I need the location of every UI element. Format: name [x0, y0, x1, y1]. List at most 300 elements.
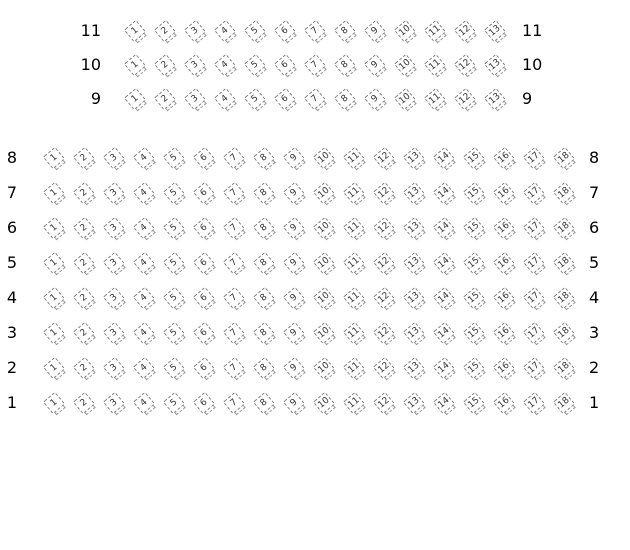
seat[interactable] [283, 322, 306, 345]
seat[interactable] [223, 182, 246, 205]
seat-number: 15 [466, 220, 482, 236]
seat[interactable] [493, 182, 516, 205]
seat[interactable] [73, 252, 96, 275]
row-label-left: 3 [6, 323, 17, 342]
seat-number: 8 [258, 292, 270, 304]
seat-number: 7 [228, 397, 240, 409]
row-label-right: 2 [589, 358, 600, 377]
seat-number: 7 [309, 25, 321, 37]
seat-number: 13 [406, 255, 422, 271]
seat[interactable] [214, 20, 237, 43]
seat[interactable] [343, 357, 366, 380]
seat-number: 15 [466, 290, 482, 306]
seat[interactable] [403, 357, 426, 380]
row-label-right: 8 [589, 148, 600, 167]
seat[interactable] [124, 20, 147, 43]
seat[interactable] [463, 357, 486, 380]
seat[interactable] [484, 54, 507, 77]
seat[interactable] [553, 252, 576, 275]
seat[interactable] [184, 20, 207, 43]
seat[interactable] [274, 20, 297, 43]
seat[interactable] [463, 322, 486, 345]
seat-number: 6 [198, 222, 210, 234]
seat-number: 13 [406, 325, 422, 341]
seat-number: 4 [219, 25, 231, 37]
seat-number: 11 [346, 325, 362, 341]
seat-number: 12 [376, 360, 392, 376]
seat[interactable] [193, 322, 216, 345]
seat[interactable] [373, 322, 396, 345]
seat-number: 9 [369, 93, 381, 105]
seat-number: 11 [346, 220, 362, 236]
seat[interactable] [133, 252, 156, 275]
seat-number: 7 [228, 362, 240, 374]
seat[interactable] [193, 217, 216, 240]
seat-number: 12 [376, 255, 392, 271]
seat[interactable] [214, 88, 237, 111]
seat[interactable] [304, 54, 327, 77]
seat-number: 10 [316, 150, 332, 166]
seat-number: 9 [369, 25, 381, 37]
seat[interactable] [373, 357, 396, 380]
seat[interactable] [394, 20, 417, 43]
seat[interactable] [403, 182, 426, 205]
seat-number: 9 [288, 397, 300, 409]
seat[interactable] [223, 392, 246, 415]
seat-number: 5 [168, 397, 180, 409]
seat-number: 14 [436, 220, 452, 236]
seat[interactable] [313, 287, 336, 310]
seat[interactable] [283, 357, 306, 380]
seat-number: 2 [159, 93, 171, 105]
seat[interactable] [253, 392, 276, 415]
seat-number: 7 [228, 187, 240, 199]
seat-number: 5 [168, 362, 180, 374]
seat[interactable] [313, 357, 336, 380]
seat[interactable] [403, 392, 426, 415]
seat[interactable] [553, 182, 576, 205]
seat[interactable] [343, 252, 366, 275]
seat-number: 7 [228, 292, 240, 304]
seat[interactable] [103, 217, 126, 240]
seat[interactable] [463, 392, 486, 415]
seat-number: 13 [406, 185, 422, 201]
seat[interactable] [463, 252, 486, 275]
seat[interactable] [454, 20, 477, 43]
seat[interactable] [403, 217, 426, 240]
seat[interactable] [553, 147, 576, 170]
seat[interactable] [193, 182, 216, 205]
seat[interactable] [493, 322, 516, 345]
seat[interactable] [403, 147, 426, 170]
seat[interactable] [334, 88, 357, 111]
seat-number: 17 [526, 395, 542, 411]
seat-number: 11 [346, 185, 362, 201]
seat[interactable] [484, 88, 507, 111]
seat-number: 8 [339, 25, 351, 37]
seat-number: 9 [369, 59, 381, 71]
seat-number: 4 [138, 327, 150, 339]
seat-number: 5 [168, 292, 180, 304]
seat[interactable] [163, 392, 186, 415]
seat[interactable] [73, 322, 96, 345]
seat[interactable] [493, 287, 516, 310]
seat[interactable] [433, 182, 456, 205]
seat-number: 10 [316, 395, 332, 411]
seat-number: 1 [48, 397, 60, 409]
seat[interactable] [43, 217, 66, 240]
seat[interactable] [493, 252, 516, 275]
seat[interactable] [553, 392, 576, 415]
row-label-left: 11 [80, 21, 101, 40]
seat[interactable] [493, 147, 516, 170]
seat[interactable] [223, 147, 246, 170]
seat-number: 16 [496, 185, 512, 201]
seat-number: 10 [397, 91, 413, 107]
seat[interactable] [313, 392, 336, 415]
seat[interactable] [193, 147, 216, 170]
seat-number: 17 [526, 185, 542, 201]
seat[interactable] [283, 392, 306, 415]
seat[interactable] [43, 322, 66, 345]
seat-number: 11 [346, 255, 362, 271]
seat[interactable] [334, 54, 357, 77]
seat-number: 5 [168, 257, 180, 269]
seat[interactable] [403, 252, 426, 275]
seat-number: 9 [288, 292, 300, 304]
seat[interactable] [334, 20, 357, 43]
seat[interactable] [373, 392, 396, 415]
seat-number: 1 [48, 222, 60, 234]
seat-number: 4 [138, 257, 150, 269]
seat-number: 2 [78, 362, 90, 374]
seat[interactable] [73, 182, 96, 205]
row-label-right: 1 [589, 393, 600, 412]
seat-number: 6 [198, 257, 210, 269]
seat-number: 3 [108, 397, 120, 409]
seat[interactable] [43, 182, 66, 205]
seat[interactable] [523, 287, 546, 310]
seat[interactable] [154, 54, 177, 77]
seat[interactable] [493, 217, 516, 240]
seat[interactable] [433, 147, 456, 170]
seat[interactable] [253, 287, 276, 310]
seat-number: 18 [556, 185, 572, 201]
seat-number: 8 [258, 327, 270, 339]
seat[interactable] [313, 322, 336, 345]
seat[interactable] [463, 287, 486, 310]
seat[interactable] [313, 252, 336, 275]
seat[interactable] [493, 392, 516, 415]
seat-number: 13 [406, 220, 422, 236]
seat[interactable] [283, 147, 306, 170]
seat[interactable] [484, 20, 507, 43]
seat[interactable] [283, 182, 306, 205]
seat-number: 1 [129, 25, 141, 37]
seat-number: 16 [496, 150, 512, 166]
seat-number: 18 [556, 325, 572, 341]
seat-number: 3 [189, 59, 201, 71]
seat-number: 1 [129, 93, 141, 105]
seat[interactable] [103, 182, 126, 205]
seat[interactable] [133, 287, 156, 310]
seat[interactable] [214, 54, 237, 77]
seat[interactable] [523, 252, 546, 275]
seat[interactable] [304, 20, 327, 43]
seat[interactable] [424, 54, 447, 77]
seat-number: 4 [138, 362, 150, 374]
seat-number: 13 [406, 395, 422, 411]
seat[interactable] [244, 88, 267, 111]
seat[interactable] [523, 147, 546, 170]
seat-number: 8 [258, 257, 270, 269]
seat-number: 2 [159, 25, 171, 37]
seat-number: 10 [316, 325, 332, 341]
row-label-right: 4 [589, 288, 600, 307]
seat[interactable] [394, 54, 417, 77]
seat-number: 18 [556, 395, 572, 411]
seat[interactable] [343, 182, 366, 205]
seat[interactable] [163, 287, 186, 310]
seat[interactable] [73, 357, 96, 380]
seat[interactable] [343, 392, 366, 415]
seat[interactable] [223, 217, 246, 240]
seat-number: 10 [397, 57, 413, 73]
seat[interactable] [43, 357, 66, 380]
seat[interactable] [343, 287, 366, 310]
seat-number: 3 [108, 152, 120, 164]
seat-number: 12 [376, 150, 392, 166]
seat[interactable] [103, 322, 126, 345]
row-label-left: 1 [6, 393, 17, 412]
seat[interactable] [223, 322, 246, 345]
seat[interactable] [424, 20, 447, 43]
seat[interactable] [193, 357, 216, 380]
seat-number: 9 [288, 327, 300, 339]
seat-number: 8 [258, 152, 270, 164]
seat[interactable] [163, 217, 186, 240]
seat[interactable] [124, 54, 147, 77]
seat[interactable] [163, 357, 186, 380]
seat[interactable] [343, 322, 366, 345]
seat-number: 15 [466, 150, 482, 166]
seat-number: 12 [457, 57, 473, 73]
seat-number: 1 [48, 152, 60, 164]
seat[interactable] [523, 217, 546, 240]
seat[interactable] [433, 217, 456, 240]
seat[interactable] [553, 287, 576, 310]
seat-number: 12 [376, 395, 392, 411]
seat-number: 8 [258, 187, 270, 199]
seat-number: 18 [556, 220, 572, 236]
seat-number: 5 [168, 187, 180, 199]
seat[interactable] [133, 357, 156, 380]
seat[interactable] [43, 252, 66, 275]
seat-number: 6 [198, 187, 210, 199]
seat-number: 2 [78, 327, 90, 339]
seat[interactable] [433, 252, 456, 275]
seat[interactable] [73, 217, 96, 240]
seat[interactable] [523, 392, 546, 415]
row-label-right: 11 [522, 21, 543, 40]
seat[interactable] [433, 357, 456, 380]
seat-number: 17 [526, 150, 542, 166]
seat[interactable] [433, 392, 456, 415]
seat[interactable] [193, 252, 216, 275]
seat-number: 1 [48, 292, 60, 304]
seat-number: 10 [316, 185, 332, 201]
seat[interactable] [283, 217, 306, 240]
seat[interactable] [43, 392, 66, 415]
seat[interactable] [223, 287, 246, 310]
seat[interactable] [154, 88, 177, 111]
seat[interactable] [253, 252, 276, 275]
seat[interactable] [553, 217, 576, 240]
seat[interactable] [463, 147, 486, 170]
seat[interactable] [394, 88, 417, 111]
seat[interactable] [454, 88, 477, 111]
seat[interactable] [463, 182, 486, 205]
seat[interactable] [103, 392, 126, 415]
seat[interactable] [253, 217, 276, 240]
seat-number: 6 [279, 59, 291, 71]
seat-number: 8 [258, 362, 270, 374]
seat-number: 14 [436, 360, 452, 376]
seat[interactable] [244, 54, 267, 77]
seat-number: 5 [249, 59, 261, 71]
seat[interactable] [43, 287, 66, 310]
seat[interactable] [274, 54, 297, 77]
seat-number: 3 [108, 187, 120, 199]
seat[interactable] [73, 147, 96, 170]
seat[interactable] [124, 88, 147, 111]
seat[interactable] [133, 392, 156, 415]
seat-number: 14 [436, 325, 452, 341]
seat[interactable] [163, 252, 186, 275]
seat-number: 7 [228, 327, 240, 339]
seat-number: 4 [219, 59, 231, 71]
seat-number: 6 [198, 152, 210, 164]
seat[interactable] [133, 182, 156, 205]
seat[interactable] [193, 287, 216, 310]
seat[interactable] [304, 88, 327, 111]
seat[interactable] [73, 392, 96, 415]
seat[interactable] [343, 217, 366, 240]
seat[interactable] [553, 357, 576, 380]
seat-number: 14 [436, 290, 452, 306]
seat[interactable] [373, 147, 396, 170]
row-label-left: 10 [80, 55, 101, 74]
seat-number: 3 [189, 25, 201, 37]
seat[interactable] [274, 88, 297, 111]
seat[interactable] [103, 147, 126, 170]
seat[interactable] [433, 287, 456, 310]
seat[interactable] [133, 147, 156, 170]
seat[interactable] [223, 357, 246, 380]
seat[interactable] [523, 182, 546, 205]
seat[interactable] [163, 147, 186, 170]
seat-number: 5 [168, 152, 180, 164]
seat[interactable] [433, 322, 456, 345]
seat[interactable] [364, 20, 387, 43]
seat-number: 12 [457, 23, 473, 39]
row-label-left: 5 [6, 253, 17, 272]
seat[interactable] [373, 287, 396, 310]
seat[interactable] [523, 357, 546, 380]
seat-number: 4 [138, 397, 150, 409]
seat[interactable] [163, 322, 186, 345]
seat-number: 12 [376, 325, 392, 341]
row-label-right: 7 [589, 183, 600, 202]
seat[interactable] [364, 88, 387, 111]
seat[interactable] [184, 54, 207, 77]
seat[interactable] [313, 182, 336, 205]
seat[interactable] [523, 322, 546, 345]
seat-number: 5 [249, 25, 261, 37]
seat[interactable] [403, 322, 426, 345]
seat[interactable] [103, 357, 126, 380]
seat[interactable] [193, 392, 216, 415]
seat[interactable] [223, 252, 246, 275]
seat[interactable] [283, 252, 306, 275]
seat-number: 7 [228, 222, 240, 234]
seat[interactable] [373, 182, 396, 205]
seat[interactable] [163, 182, 186, 205]
seat[interactable] [154, 20, 177, 43]
seat-number: 10 [316, 290, 332, 306]
seat[interactable] [253, 322, 276, 345]
seat[interactable] [133, 322, 156, 345]
seat-number: 16 [496, 395, 512, 411]
seat[interactable] [373, 252, 396, 275]
seat[interactable] [73, 287, 96, 310]
seat[interactable] [184, 88, 207, 111]
seat-number: 10 [316, 255, 332, 271]
seat[interactable] [133, 217, 156, 240]
seat[interactable] [313, 217, 336, 240]
seat[interactable] [103, 252, 126, 275]
seat-number: 2 [78, 397, 90, 409]
seat[interactable] [364, 54, 387, 77]
seat[interactable] [424, 88, 447, 111]
seat[interactable] [253, 182, 276, 205]
seat[interactable] [283, 287, 306, 310]
seat-number: 11 [346, 360, 362, 376]
seat[interactable] [313, 147, 336, 170]
seat-number: 16 [496, 290, 512, 306]
seat-number: 15 [466, 325, 482, 341]
seat[interactable] [253, 357, 276, 380]
seat[interactable] [343, 147, 366, 170]
seat-number: 16 [496, 220, 512, 236]
seat[interactable] [553, 322, 576, 345]
seat-number: 11 [427, 57, 443, 73]
seat[interactable] [43, 147, 66, 170]
seat[interactable] [463, 217, 486, 240]
seat[interactable] [403, 287, 426, 310]
seat[interactable] [244, 20, 267, 43]
seat[interactable] [103, 287, 126, 310]
seat-number: 9 [288, 257, 300, 269]
seat[interactable] [373, 217, 396, 240]
seat-number: 4 [138, 152, 150, 164]
seat[interactable] [253, 147, 276, 170]
seat[interactable] [454, 54, 477, 77]
seat-number: 3 [108, 292, 120, 304]
seat[interactable] [493, 357, 516, 380]
seat-number: 2 [159, 59, 171, 71]
seat-number: 17 [526, 360, 542, 376]
